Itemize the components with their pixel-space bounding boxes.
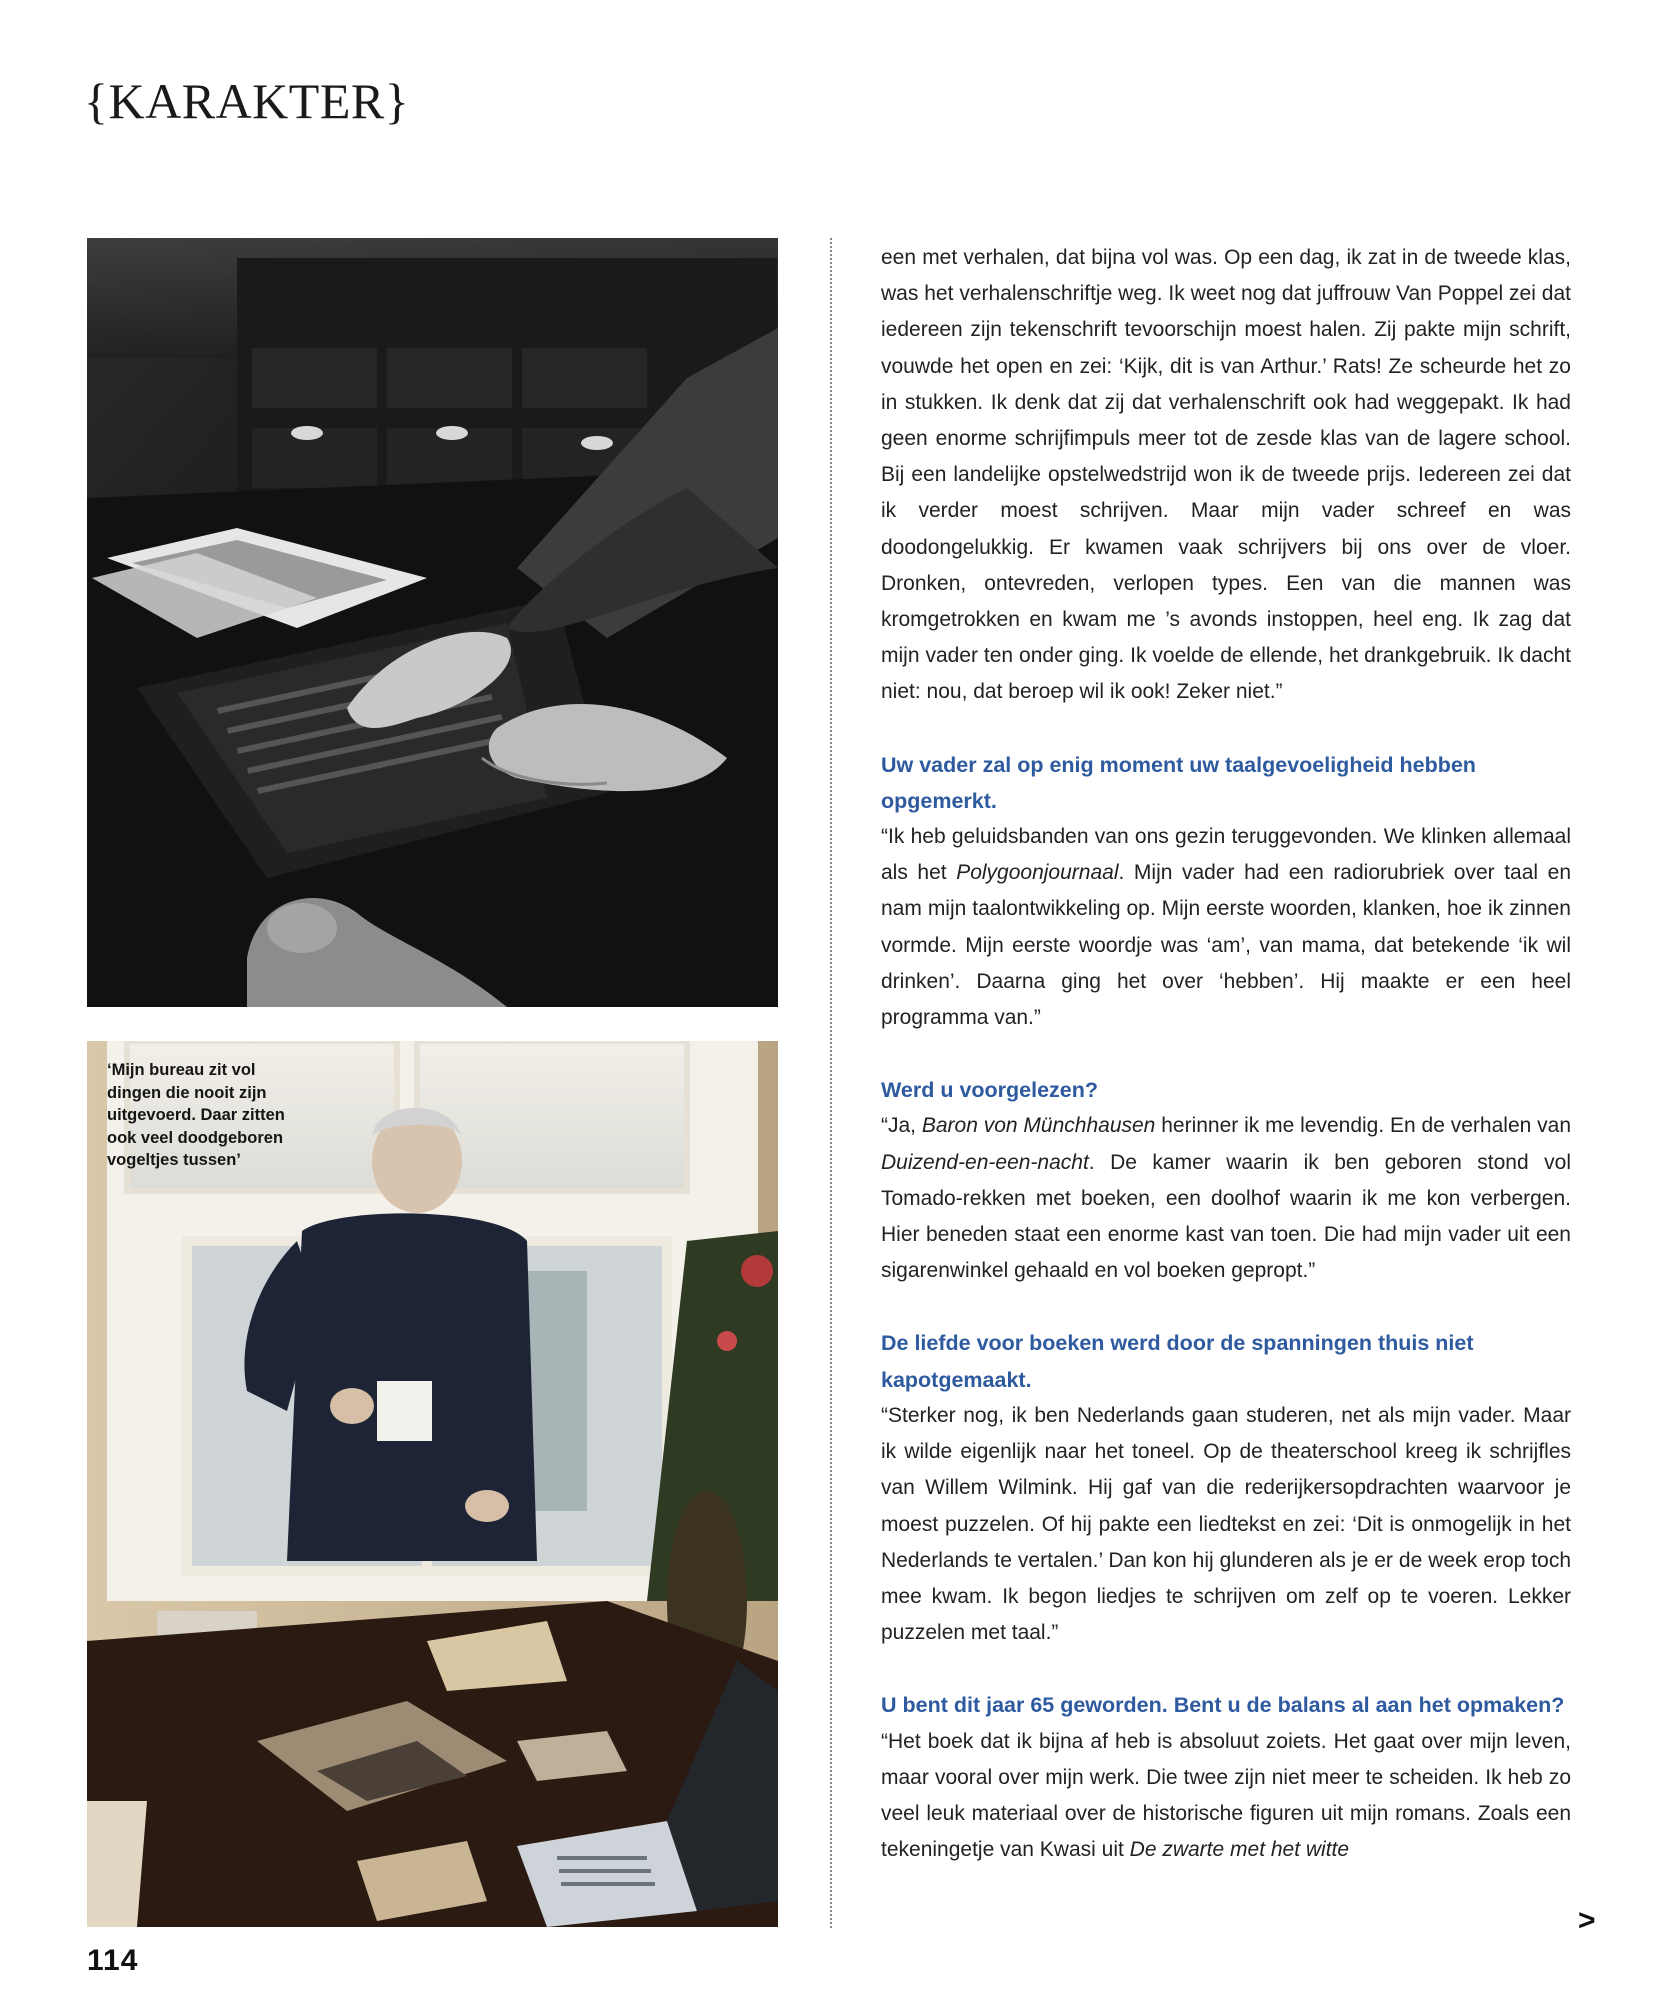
answer-2 [881,1108,1571,1289]
laptop-typing-photo [87,238,778,1007]
answer-2-text-1: “Ja, [881,1114,922,1138]
question-1: Uw vader zal op enig moment uw taalgevoeligheid hebben opgemerkt. [881,752,1476,813]
answer-1-title-1: Polygoonjournaal [956,861,1119,885]
continue-arrow-icon: > [1578,1904,1596,1937]
laptop-typing-image [87,238,778,1007]
man-at-table-image [87,1041,778,1927]
answer-1-text-2: . Mijn vader had een radiorubriek over taal en nam mijn taalontwikkeling op. Mijn eerste woorden, klanken, hoe ik zinnen vormde. Mijn eerste woordje was ‘am’, van mama, dat betekende ‘ik wil drinken’. Daarna ging het over ‘hebben’. Hij maakte er een heel programma van.” [881,861,1571,1030]
column-divider [830,238,832,1928]
article-body [881,240,1571,1868]
answer-2-text-2: herinner ik me levendig. En de verhalen van [1155,1114,1572,1138]
answer-2-title-1: Baron von Münchhausen [921,1114,1156,1138]
answer-2-text-3: . De kamer waarin ik ben geboren stond vol Tomado-rekken met boeken, een doolhof waarin ik me kon verbergen. Hier beneden staat een enorme kast van toen. Die had mijn vader uit een sigarenwinkel gehaald en vol boeken gepropt.” [881,1150,1571,1283]
question-3: De liefde voor boeken werd door de spanningen thuis niet kapotgemaakt. [881,1331,1474,1392]
answer-4-text-1: “Het boek dat ik bijna af heb is absoluut zoiets. Het gaat over mijn leven, maar vooral over mijn werk. Die twee zijn niet meer te scheiden. Ik heb zo veel leuk materiaal over de historische figuren uit mijn romans. Zoals een tekeningetje van Kwasi uit [881,1729,1571,1862]
section-title: {KARAKTER} [84,73,410,129]
question-4: U bent dit jaar 65 geworden. Bent u de balans al aan het opmaken? [881,1693,1565,1718]
photo-caption: ‘Mijn bureau zit vol dingen die nooit zijn uitgevoerd. Daar zitten ook veel doodgeboren vogeltjes tussen’ [107,1061,285,1169]
answer-2-title-2: Duizend-en-een-nacht [881,1150,1089,1174]
paragraph-1: een met verhalen, dat bijna vol was. Op een dag, ik zat in de tweede klas, was het verhalenschriftje weg. Ik weet nog dat juffrouw Van Poppel zei dat iedereen zijn tekenschrift tevoorschijn moest halen. Zij pakte mijn schrift, vouwde het open en zei: ‘Kijk, dit is van Arthur.’ Rats! Ze scheurde het zo in stukken. Ik denk dat zij dat verhalenschrift ook had weggepakt. Ik had geen enorme schrijfimpuls meer tot de zesde klas van de lagere school. Bij een landelijke opstelwedstrijd won ik de tweede prijs. Iedereen zei dat ik verder moest schrijven. Maar mijn vader schreef en was doodongelukkig. Er kwamen vaak schrijvers bij ons over de vloer. Dronken, ontevreden, verlopen types. Een van die mannen was kromgetrokken en kwam me ’s avonds instoppen, heel eng. Ik zag dat mijn vader ten onder ging. Ik voelde de ellende, het drankgebruik. Ik dacht niet: nou, dat beroep wil ik ook! Zeker niet.” [881,246,1571,704]
answer-3: “Sterker nog, ik ben Nederlands gaan studeren, net als mijn vader. Maar ik wilde eigenlijk naar het toneel. Op de theaterschool kreeg ik schrijfles van Willem Wilmink. Hij gaf van die rederijkersopdrachten waarvoor je moest puzzelen. Of hij pakte een liedtekst en zei: ‘Dit is onmogelijk in het Nederlands te vertalen.’ Dan kon hij glunderen als je er de week erop toch mee kwam. Ik begon liedjes te schrijven om zelf op te voeren. Lekker puzzelen met taal.” [881,1403,1571,1645]
answer-1 [881,819,1571,1036]
question-2: Werd u voorgelezen? [881,1078,1099,1103]
answer-4 [881,1724,1571,1869]
answer-4-title-1: De zwarte met het witte [1129,1838,1350,1862]
page-number: 114 [87,1944,139,1977]
man-at-table-photo [87,1041,778,1927]
answer-1-text-1: “Ik heb geluidsbanden van ons gezin teruggevonden. We klinken allemaal als het [881,825,1571,885]
